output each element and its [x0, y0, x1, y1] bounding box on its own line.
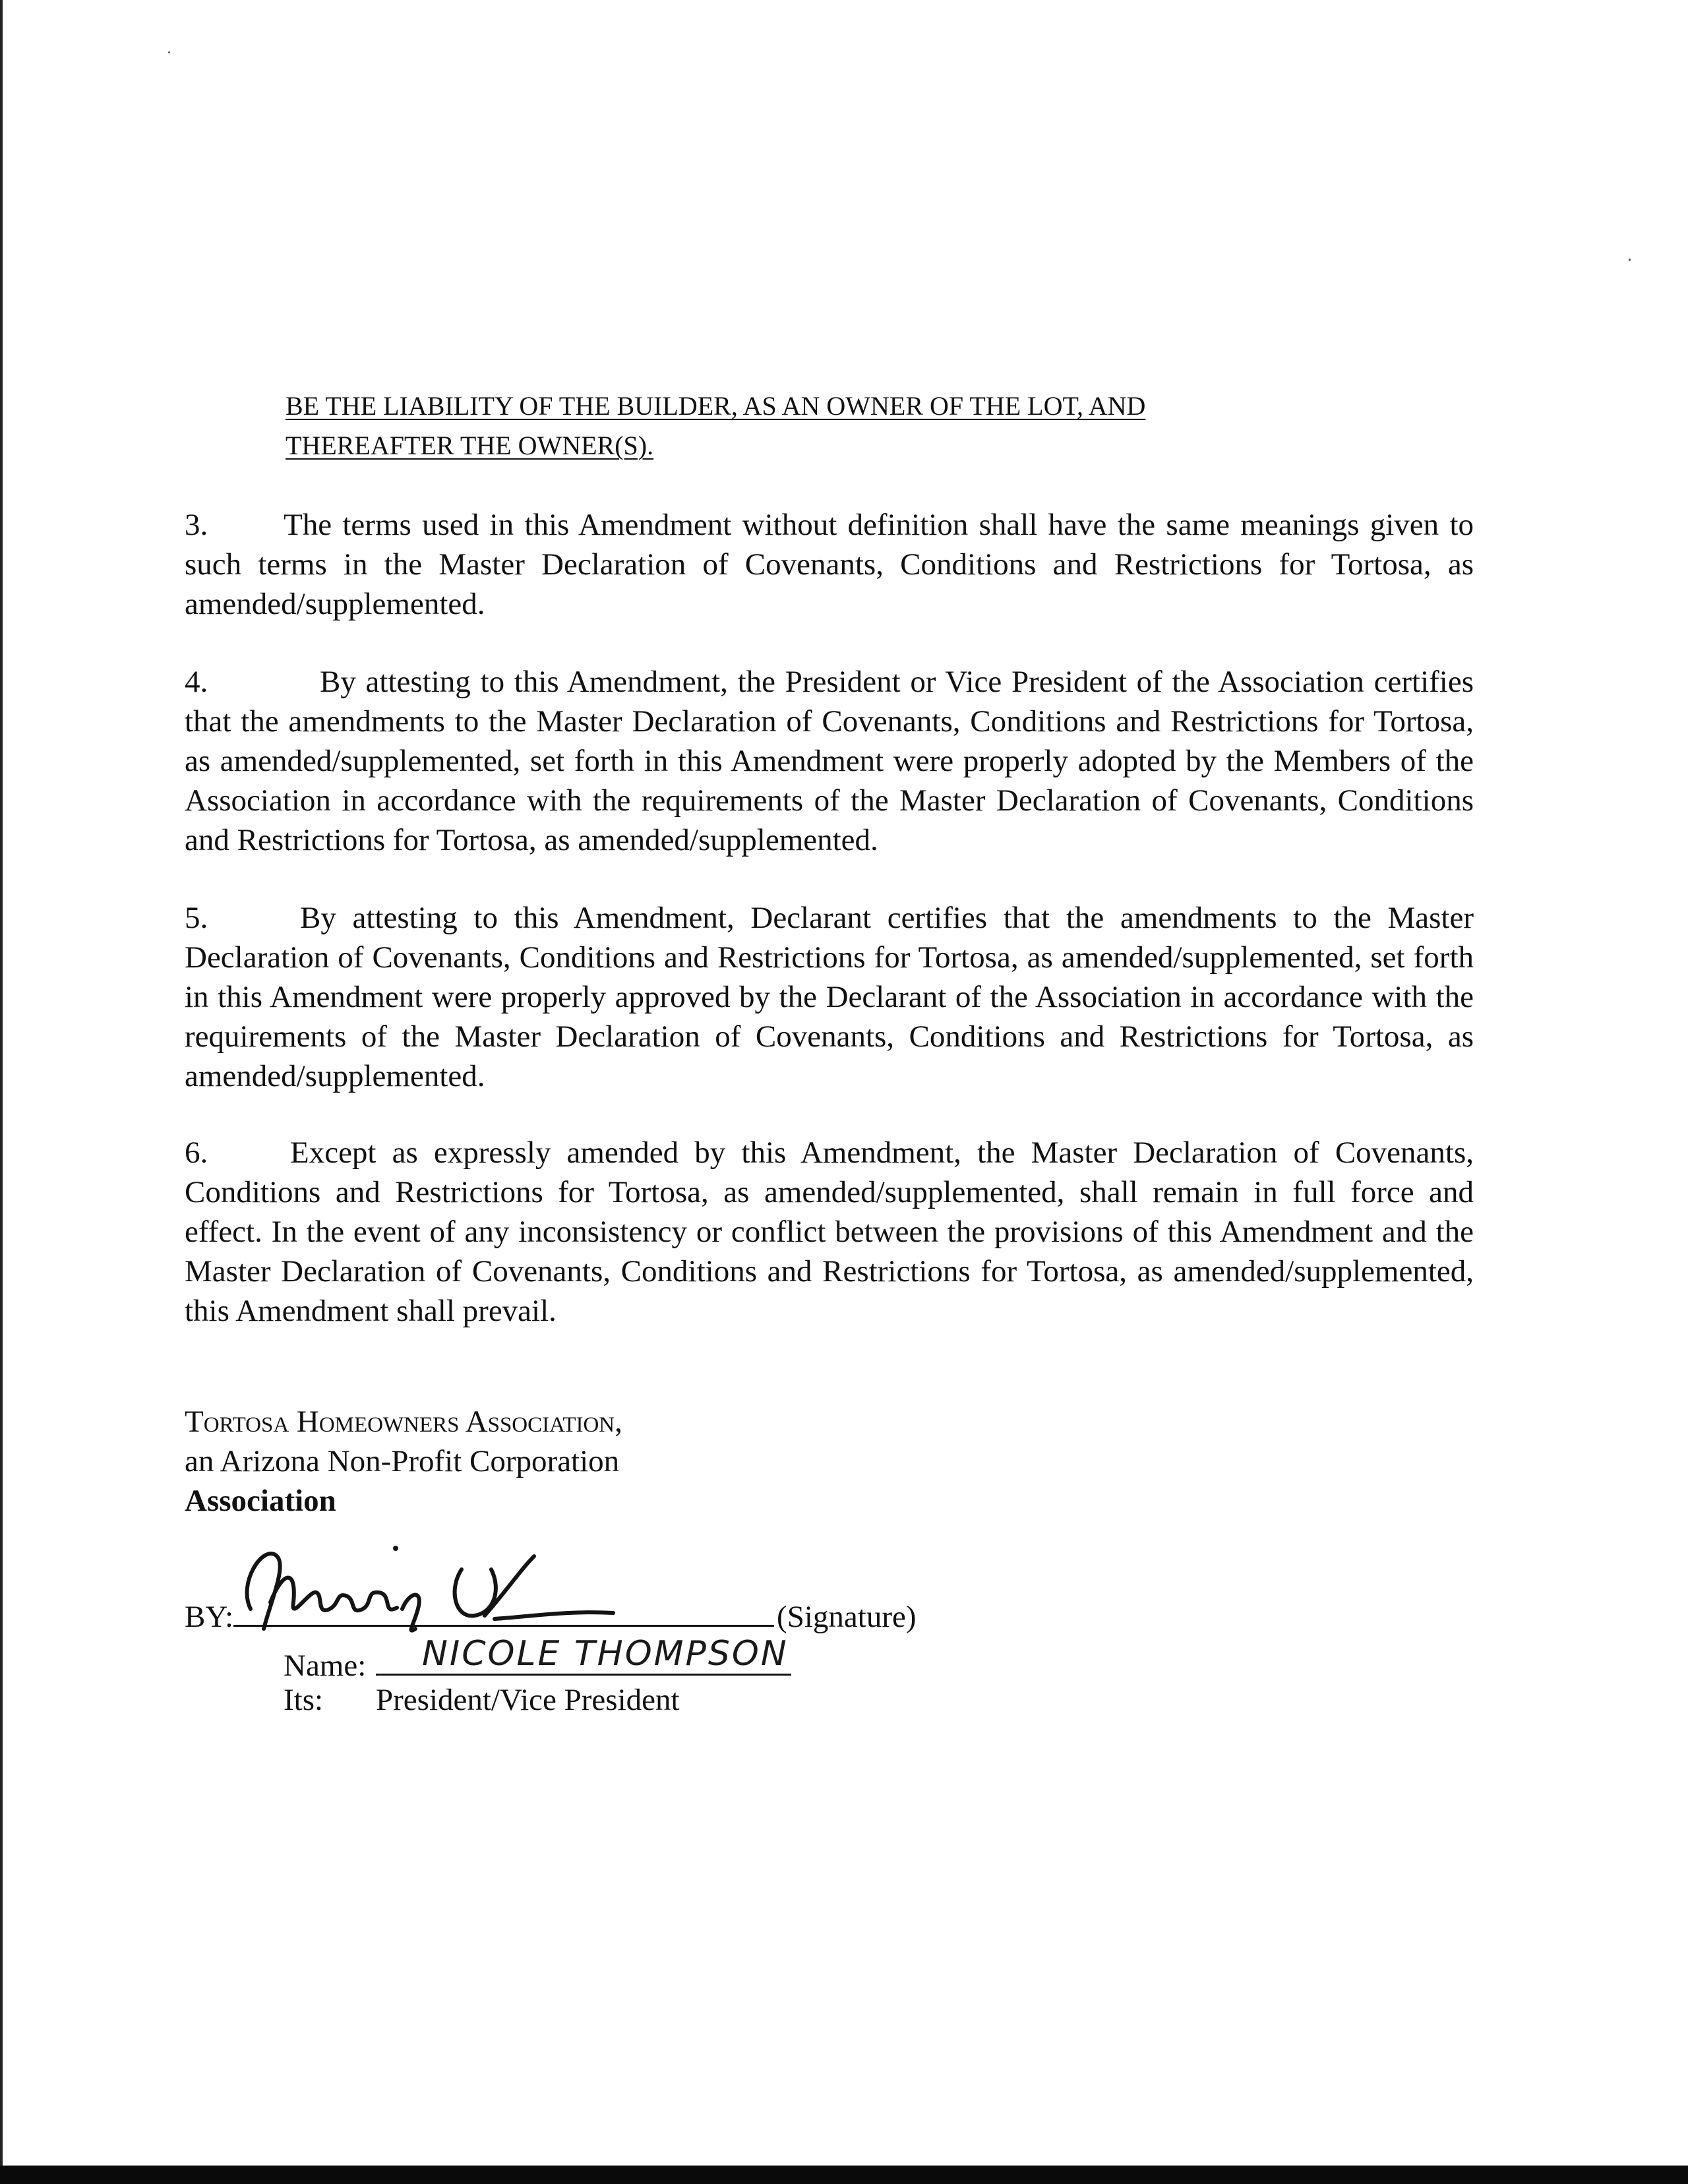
signature-label: (Signature): [777, 1600, 917, 1634]
its-value: President/Vice President: [376, 1683, 680, 1717]
association-type: an Arizona Non-Profit Corporation: [185, 1444, 620, 1478]
signature-row: [185, 1596, 916, 1637]
paragraph-text: By attesting to this Amendment, the President or Vice President of the Association certifies that the amendments to the Master Declaration of Covenants, Conditions and Restrictions for Tortosa, as amended/supplemented, set forth in this Amendment were properly adopted by the Members of the Association in accordance with the requirements of the Master Declaration of Covenants, Conditions and Restrictions for Tortosa, as amended/supplemented.: [185, 665, 1474, 857]
association-block: [185, 1402, 622, 1521]
heading-line-2: THEREAFTER THE OWNER(S).: [286, 431, 654, 460]
name-line: [376, 1634, 791, 1676]
paragraph-number: 3.: [185, 508, 208, 542]
paragraph-5: [185, 898, 1474, 1096]
association-role: Association: [185, 1484, 336, 1518]
name-label: Name:: [284, 1649, 367, 1683]
paragraph-text: The terms used in this Amendment without definition shall have the same meanings given to such terms in the Master Declaration of Covenants, Conditions and Restrictions for Tortosa, as amended/supplemented.: [185, 508, 1474, 621]
section-heading: [286, 386, 1314, 466]
heading-line-1: BE THE LIABILITY OF THE BUILDER, AS AN OWNER OF THE LOT, AND: [286, 391, 1146, 421]
paragraph-text: By attesting to this Amendment, Declarant certifies that the amendments to the Master Declaration of Covenants, Conditions and Restrictions for Tortosa, as amended/supplemented, set forth in this Amendment were properly approved by the Declarant of the Association in accordance with the requirements of the Master Declaration of Covenants, Conditions and Restrictions for Tortosa, as amended/supplemented.: [185, 901, 1474, 1093]
paragraph-number: 4.: [185, 665, 208, 699]
scan-speck: [1629, 258, 1631, 261]
by-label: BY:: [185, 1600, 234, 1634]
scan-left-edge: [0, 0, 3, 2184]
handwritten-name: NICOLE THOMPSON: [422, 1634, 789, 1674]
association-name: Tortosa Homeowners Association,: [185, 1405, 622, 1439]
signature-line: [233, 1596, 774, 1627]
name-row: [284, 1634, 791, 1685]
paragraph-3: [185, 505, 1474, 624]
its-label: Its:: [284, 1683, 324, 1717]
paragraph-4: [185, 662, 1474, 860]
its-row: [284, 1680, 680, 1720]
scan-speck: [168, 51, 170, 53]
paragraph-text: Except as expressly amended by this Amendment, the Master Declaration of Covenants, Conditions and Restrictions for Tortosa, as amended/supplemented, shall remain in full force and effect. In the event of any inconsistency or conflict between the provisions of this Amendment and the Master Declaration of Covenants, Conditions and Restrictions for Tortosa, as amended/supplemented, this Amendment shall prevail.: [185, 1136, 1474, 1328]
paragraph-6: [185, 1133, 1474, 1331]
paragraph-number: 6.: [185, 1136, 208, 1170]
scan-bottom-edge: [0, 2166, 1688, 2184]
paragraph-number: 5.: [185, 901, 208, 935]
